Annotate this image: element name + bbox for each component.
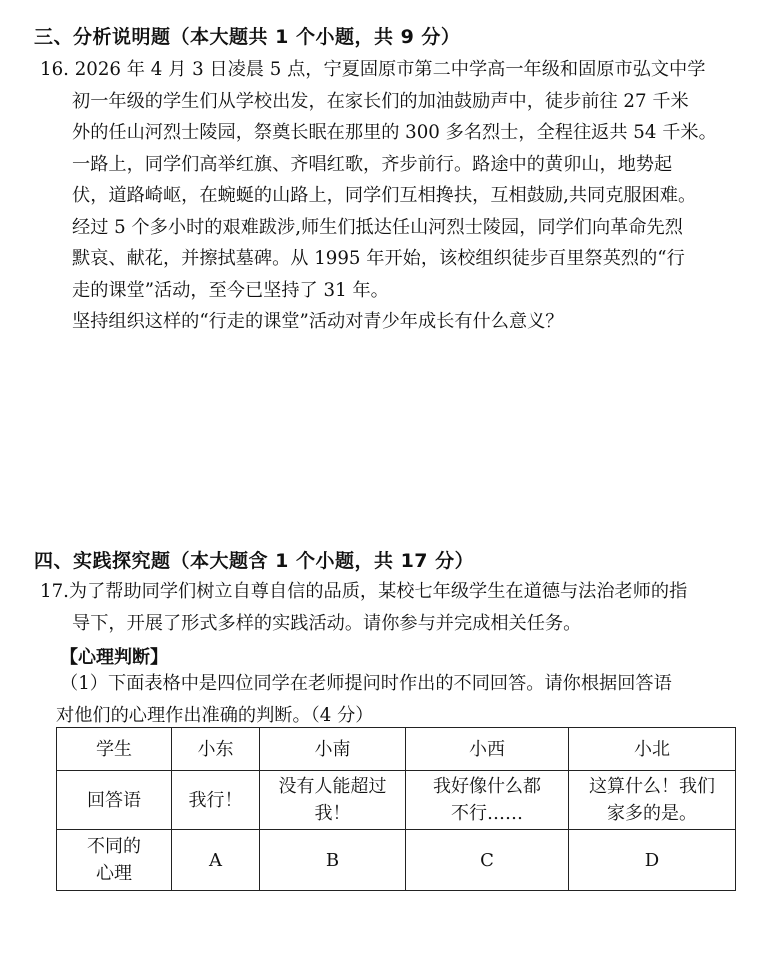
psych-cell: A <box>172 830 260 891</box>
q16-line: 伏，道路崎岖，在蜿蜒的山路上，同学们互相搀扶，互相鼓励,共同克服困难。 <box>72 185 697 206</box>
student-name: 小北 <box>569 728 736 771</box>
answer-text: 没有人能超过我！ <box>278 776 387 824</box>
answer-text: 我好像什么都不行…… <box>433 776 541 824</box>
section-3-heading: 三、分析说明题（本大题共 1 个小题，共 9 分） <box>34 26 461 48</box>
table-row <box>57 830 736 891</box>
q16-question: 坚持组织这样的“行走的课堂”活动对青少年成长有什么意义？ <box>72 311 564 332</box>
answer-text: 这算什么！我们家多的是。 <box>589 776 715 824</box>
answer-cell: 我行！ <box>172 771 260 830</box>
student-name: 小西 <box>406 728 569 771</box>
table-row <box>57 728 736 771</box>
section-4-heading: 四、实践探究题（本大题含 1 个小题，共 17 分） <box>34 550 475 572</box>
row-header-psych-text: 不同的心理 <box>87 836 141 884</box>
subsection-title: 【心理判断】 <box>60 647 168 668</box>
q16-line: 外的任山河烈士陵园，祭奠长眠在那里的 300 多名烈士，全程往返共 54 千米。 <box>72 122 717 143</box>
row-header-psych <box>57 830 172 891</box>
answer-cell <box>260 771 406 830</box>
q16-line: 经过 5 个多小时的艰难跋涉,师生们抵达任山河烈士陵园，同学们向革命先烈 <box>72 216 683 238</box>
question-17 <box>40 576 760 639</box>
q17-line: 17.为了帮助同学们树立自尊自信的品质，某校七年级学生在道德与法治老师的指 <box>40 581 688 602</box>
q17-line: 导下，开展了形式多样的实践活动。请你参与并完成相关任务。 <box>72 612 582 634</box>
row-header-answer: 回答语 <box>57 771 172 830</box>
q16-line: 一路上，同学们高举红旗、齐唱红歌，齐步前行。路途中的黄卯山，地势起 <box>72 153 673 175</box>
student-name: 小东 <box>172 728 260 771</box>
q16-line: 初一年级的学生们从学校出发，在家长们的加油鼓励声中，徒步前往 27 千米 <box>72 90 689 112</box>
row-header-student: 学生 <box>57 728 172 771</box>
psych-cell: B <box>260 830 406 891</box>
psych-cell: C <box>406 830 569 891</box>
task-1-line: 对他们的心理作出准确的判断。（4 分） <box>56 704 374 726</box>
question-16 <box>40 54 760 338</box>
answer-cell <box>569 771 736 830</box>
psych-cell: D <box>569 830 736 891</box>
table-row <box>57 771 736 830</box>
psychology-table <box>56 727 736 891</box>
q16-line: 默哀、献花，并擦拭墓碑。从 1995 年开始，该校组织徒步百里祭英烈的“行 <box>72 248 685 269</box>
q16-line: 走的课堂”活动，至今已坚持了 31 年。 <box>72 279 389 301</box>
task-1-line: （1）下面表格中是四位同学在老师提问时作出的不同回答。请你根据回答语 <box>60 673 672 694</box>
task-1 <box>56 668 672 731</box>
student-name: 小南 <box>260 728 406 771</box>
q16-line: 16. 2026 年 4 月 3 日凌晨 5 点，宁夏固原市第二中学高一年级和固原市弘文中学 <box>40 59 706 80</box>
answer-cell <box>406 771 569 830</box>
